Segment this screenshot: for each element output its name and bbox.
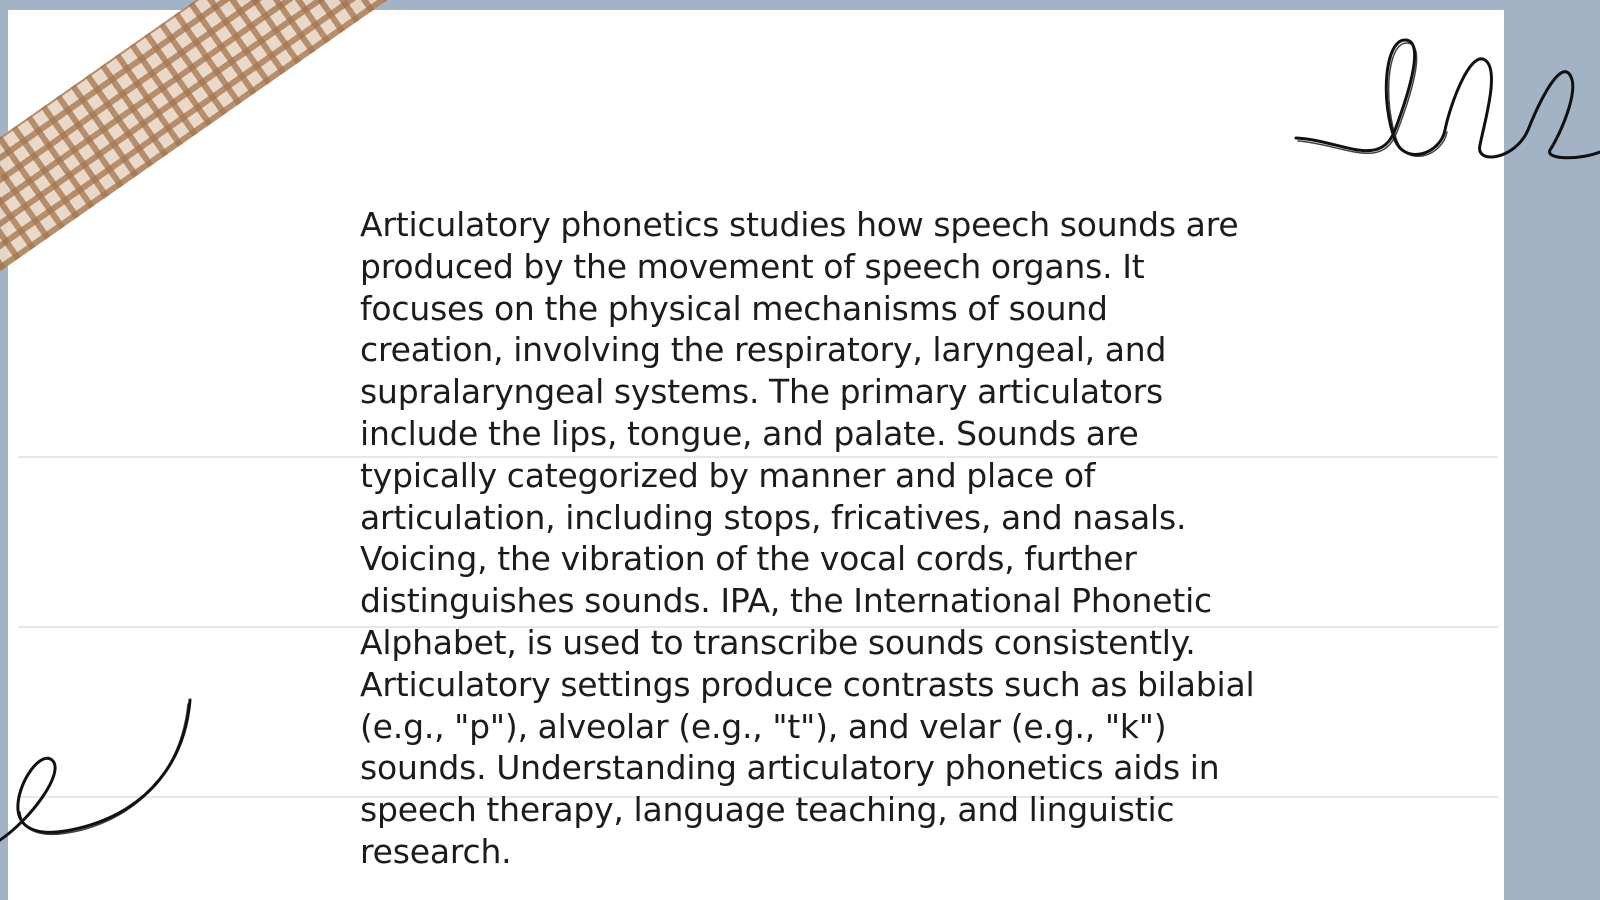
body-paragraph: Articulatory phonetics studies how speech sounds are produced by the movement of speech organs. It focuses on the physical mechanisms of sound creation, involving the respiratory, laryngeal, and supralaryngeal systems. The primary articulators include the lips, tongue, and palate. Sounds are typically categorized by manner and place of articulation, including stops, fricatives, and nasals. Voicing, the vibration of the vocal cords, further distinguishes sounds. IPA, the International Phonetic Alphabet, is used to transcribe sounds consistently. Articulatory settings produce contrasts such as bilabial (e.g., "p"), alveolar (e.g., "t"), and velar (e.g., "k") sounds. Understanding articulatory phonetics aids in speech therapy, language teaching, and linguistic research. — [360, 205, 1255, 871]
swirl-squiggle-icon — [0, 690, 210, 850]
loop-squiggle-icon — [1280, 20, 1600, 170]
